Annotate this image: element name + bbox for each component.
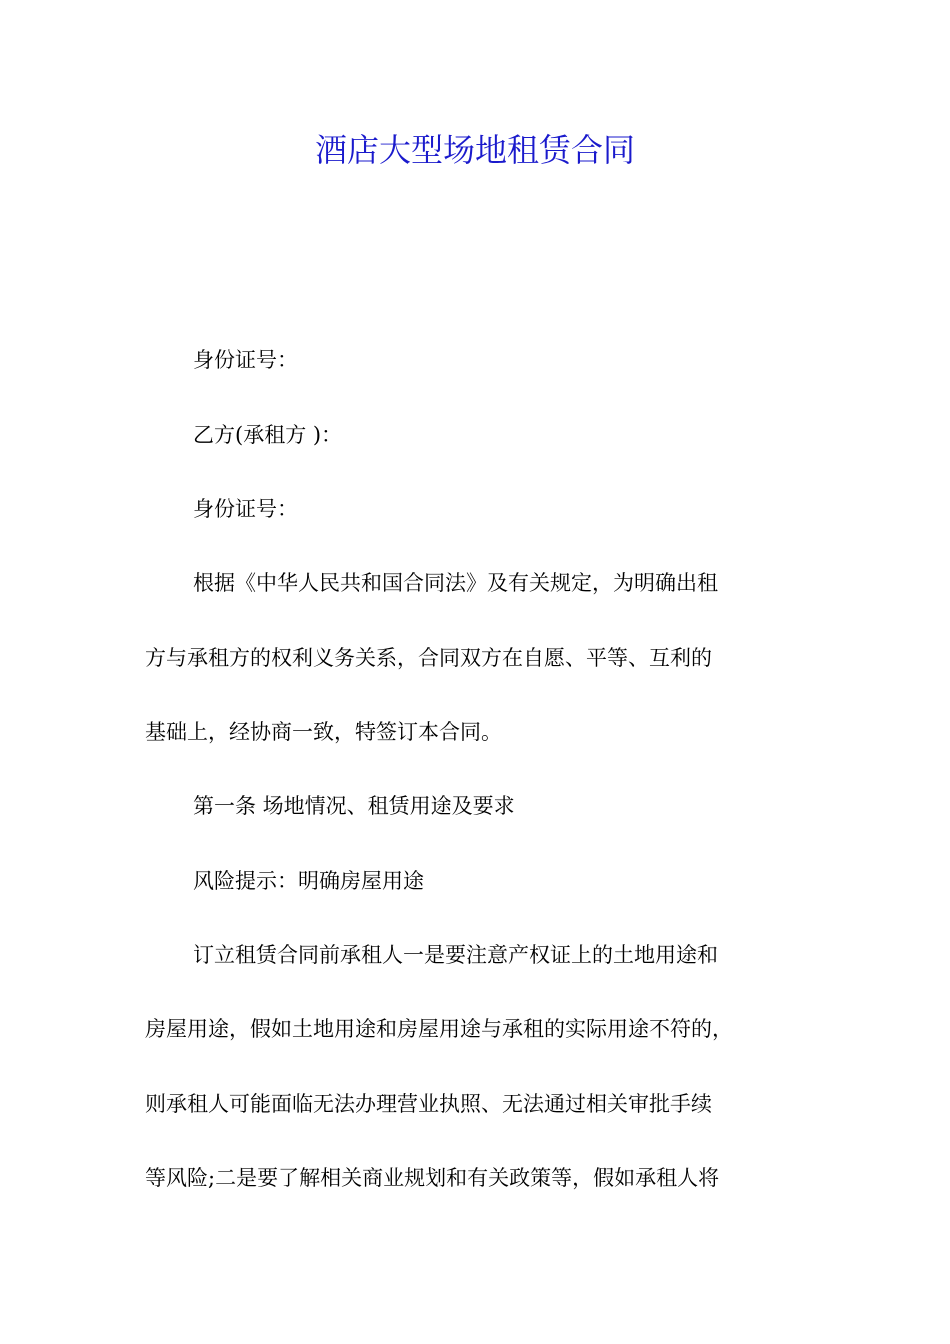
id-number-label-1: 身份证号：: [193, 348, 298, 372]
paragraph-line: 则承租人可能面临无法办理营业执照、无法通过相关审批手续: [145, 1092, 712, 1116]
risk-note: 风险提示：明确房屋用途: [193, 869, 424, 893]
party-b-label: 乙方(承租方 )：: [193, 423, 343, 447]
paragraph-line: 订立租赁合同前承租人一是要注意产权证上的土地用途和: [193, 943, 718, 967]
paragraph-line: 等风险;二是要了解相关商业规划和有关政策等，假如承租人将: [145, 1166, 720, 1190]
paragraph-line: 基础上，经协商一致，特签订本合同。: [145, 720, 502, 744]
paragraph-line: 房屋用途，假如土地用途和房屋用途与承租的实际用途不符的，: [145, 1017, 733, 1041]
id-number-label-2: 身份证号：: [193, 497, 298, 521]
paragraph-line: 根据《中华人民共和国合同法》及有关规定，为明确出租: [193, 571, 718, 595]
document-title: 酒店大型场地租赁合同: [314, 131, 635, 169]
paragraph-line: 方与承租方的权利义务关系，合同双方在自愿、平等、互利的: [145, 646, 712, 670]
article-heading: 第一条 场地情况、租赁用途及要求: [193, 794, 515, 818]
